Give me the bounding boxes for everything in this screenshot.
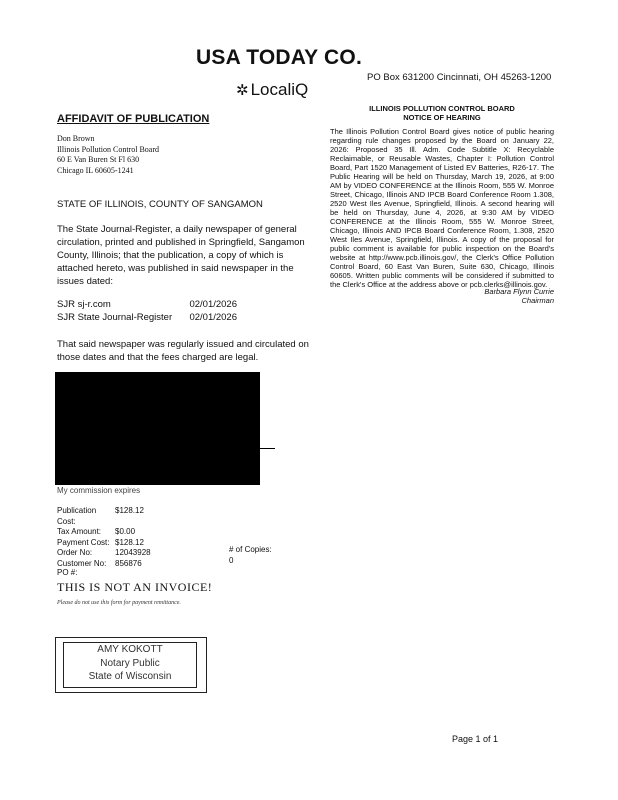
billing-value: 12043928 [115, 548, 151, 557]
brand-subtitle [236, 80, 308, 100]
notary-title: Notary Public [100, 657, 160, 669]
signature-title: Chairman [521, 296, 554, 305]
affidavit-paragraph: The State Journal-Register, a daily newspaper of general circulation, printed and published in Springfield, Sangamon County, Illinois; that the publication, a copy of which is attached hereto, was published in said newspaper in the issues dated: [57, 224, 305, 287]
company-address: PO Box 631200 Cincinnati, OH 45263-1200 [367, 72, 552, 83]
billing-label: Publication Cost: [57, 506, 97, 526]
affidavit-title: AFFIDAVIT OF PUBLICATION [57, 113, 210, 125]
po-number: PO #: [57, 568, 78, 577]
publication-name: SJR sj-r.com [57, 299, 111, 310]
page-number: Page 1 of 1 [452, 734, 499, 744]
publication-date: 02/01/2026 [189, 312, 237, 323]
billing-row [57, 506, 151, 527]
brand-sub-label: LocaliQ [250, 80, 309, 99]
billing-value: $128.12 [115, 537, 144, 547]
publication-list [57, 298, 237, 324]
billing-label: Payment Cost: [57, 537, 110, 547]
notice-body: The Illinois Pollution Control Board gives notice of public hearing regarding rule changes proposed by the Board on January 22, 2026: Proposed 35 Ill. Adm. Code Subtitle X: Recyclable Reclaimable, or Reusable Wastes, Chapter I: Pollution Control Board, Part 1520 Management of Listed EV Batteries, R26-17. The Public Hearing will be held on Thursday, March 19, 2026, at 9:00 AM by VIDEO CONFERENCE at the Illinois Room, 555 W. Monroe Street, Chicago, Illinois AND IPCB Board Conference Room 1.308, 2520 West Iles Avenue, Springfield, Illinois. A second hearing will be held on Thursday, June 4, 2026, at 9:30 AM by VIDEO CONFERENCE at the Illinois Room, 555 W. Monroe Street, Chicago, Illinois AND IPCB Board Conference Room, 1.308, 2520 West Iles Avenue, Springfield, Illinois. A copy of the proposal for public comment is available for public inspection on the Board's website at http://www.pcb.illinois.gov/, the Clerk's Office Pollution Control Board, 60 East Van Buren, Suite 630, Chicago, Illinois 60605. Written public comments will be considered if submitted to the Clerk's Office at the address above or pcb.clerks@illinois.gov. [330, 127, 554, 289]
notice-heading-line: ILLINOIS POLLUTION CONTROL BOARD [369, 104, 515, 113]
billing-label: Tax Amount: [57, 527, 102, 536]
billing-row [57, 538, 151, 549]
copies-label: # of Copies: [229, 545, 272, 554]
copies-value: 0 [229, 555, 234, 565]
affidavit-paragraph-2: That said newspaper was regularly issued and circulated on those dates and that the fees charged are legal. [57, 339, 309, 363]
brand-title: USA TODAY CO. [196, 46, 362, 69]
publication-date: 02/01/2026 [189, 299, 237, 310]
payment-note: Please do not use this form for payment remittance. [57, 600, 181, 606]
notary-stamp [63, 642, 197, 688]
commission-expires: My commission expires [57, 486, 141, 495]
recipient-line: Illinois Pollution Control Board [57, 144, 160, 154]
billing-value: $0.00 [115, 527, 136, 536]
notice-signature [330, 287, 554, 305]
publication-row [57, 311, 237, 324]
copies-block [229, 545, 272, 566]
redacted-signature-block [55, 372, 260, 485]
recipient-line: Don Brown [57, 134, 95, 143]
notice-heading-line: NOTICE OF HEARING [403, 113, 481, 122]
signature-name: Barbara Flynn Currie [484, 287, 554, 296]
notary-name: AMY KOKOTT [97, 644, 163, 655]
not-invoice-warning: THIS IS NOT AN INVOICE! [57, 580, 213, 594]
billing-value: $128.12 [115, 506, 144, 515]
localiq-logo-icon: ✲ [236, 82, 249, 99]
publication-row [57, 298, 237, 311]
notice-heading [330, 104, 554, 122]
recipient-line: Chicago IL 60605-1241 [57, 165, 134, 175]
billing-row [57, 548, 151, 559]
recipient-block [57, 134, 159, 176]
billing-row [57, 527, 151, 538]
billing-value: 856876 [115, 558, 142, 568]
billing-label: Order No: [57, 548, 93, 557]
state-county-line: STATE OF ILLINOIS, COUNTY OF SANGAMON [57, 199, 263, 210]
publication-name: SJR State Journal-Register [57, 312, 173, 323]
notary-state: State of Wisconsin [88, 671, 172, 682]
billing-table [57, 506, 151, 569]
signature-line [55, 448, 275, 449]
billing-label: Customer No: [57, 558, 107, 568]
recipient-line: 60 E Van Buren St Fl 630 [57, 155, 140, 164]
